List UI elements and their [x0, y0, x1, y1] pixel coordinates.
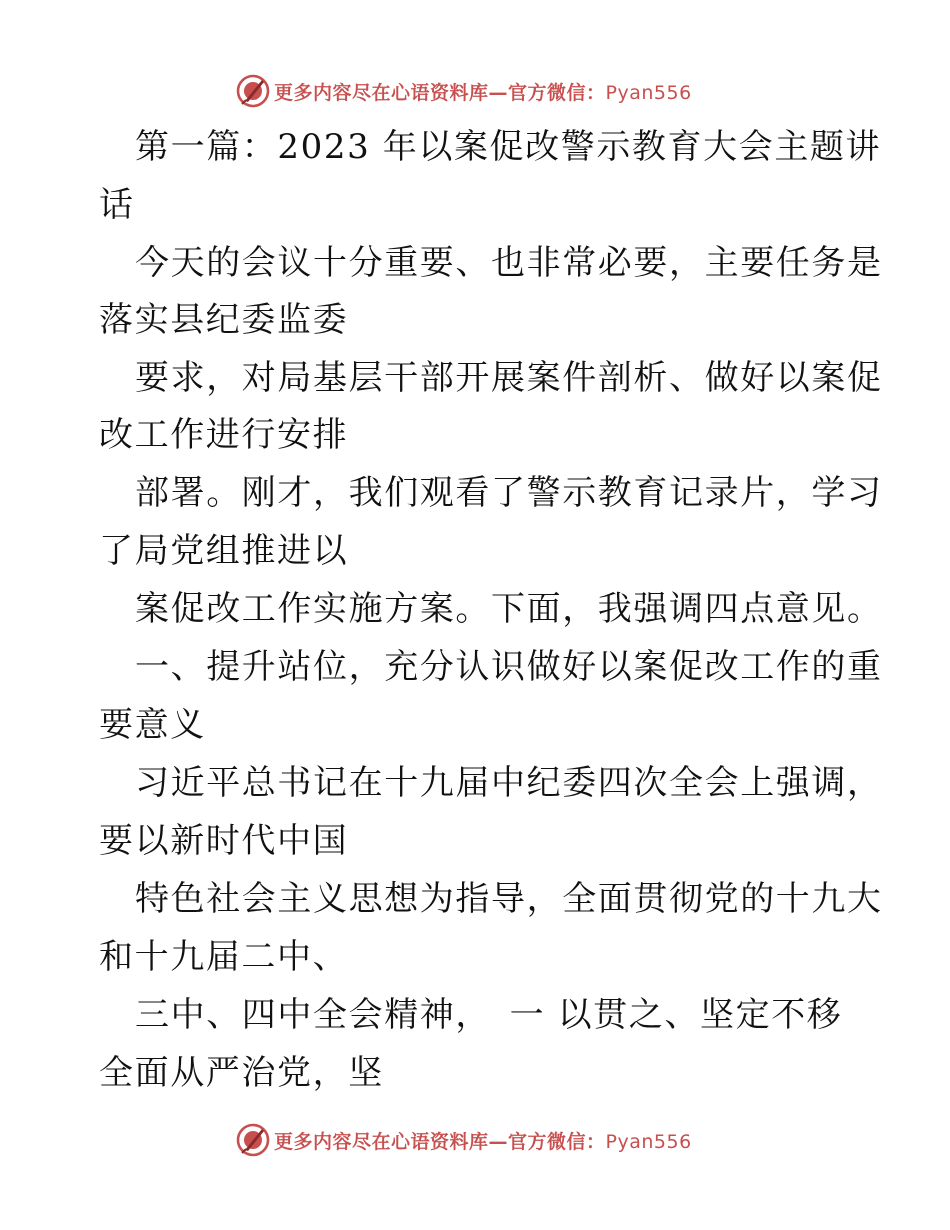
- paragraph-line: 今天的会议十分重要、也非常必要，主要任务是: [135, 243, 883, 283]
- paragraph-line: 和十九届二中、: [99, 937, 349, 977]
- paragraph-line: 案促改工作实施方案。下面，我强调四点意见。: [135, 589, 883, 629]
- banner-wechat-id: Pyan556: [605, 81, 692, 104]
- section-heading-line: 要意义: [99, 705, 206, 745]
- paragraph-line: 改工作进行安排: [99, 415, 349, 455]
- paragraph-line: 部署。刚才，我们观看了警示教育记录片，学习: [135, 473, 883, 513]
- paragraph-line: 要以新时代中国: [99, 821, 349, 861]
- document-title-line-1: 第一篇：2023 年以案促改警示教育大会主题讲: [135, 127, 882, 167]
- banner-wechat-id: Pyan556: [605, 1130, 692, 1153]
- paragraph-line: 特色社会主义思想为指导，全面贯彻党的十九大: [135, 879, 883, 919]
- section-heading-line: 一、提升站位，充分认识做好以案促改工作的重: [135, 647, 883, 687]
- header-banner[interactable]: [236, 73, 716, 109]
- paragraph-line: 落实县纪委监委: [99, 300, 349, 340]
- quill-pen-logo-icon: [236, 74, 270, 108]
- document-title-line-2: 话: [99, 185, 135, 225]
- paragraph-line: 要求，对局基层干部开展案件剖析、做好以案促: [135, 358, 883, 398]
- banner-text: [274, 78, 692, 105]
- banner-text-cn: 更多内容尽在心语资料库—官方微信：: [274, 81, 606, 104]
- paragraph-line: 习近平总书记在十九届中纪委四次全会上强调，: [135, 763, 883, 803]
- banner-text-cn: 更多内容尽在心语资料库—官方微信：: [274, 1130, 606, 1153]
- paragraph-line: 三中、四中全会精神， 一 以贯之、坚定不移: [135, 995, 843, 1035]
- banner-text: [274, 1127, 692, 1154]
- quill-pen-logo-icon: [236, 1123, 270, 1157]
- paragraph-line: 了局党组推进以: [99, 531, 349, 571]
- paragraph-line: 全面从严治党，坚: [99, 1053, 384, 1093]
- footer-banner[interactable]: [236, 1122, 716, 1158]
